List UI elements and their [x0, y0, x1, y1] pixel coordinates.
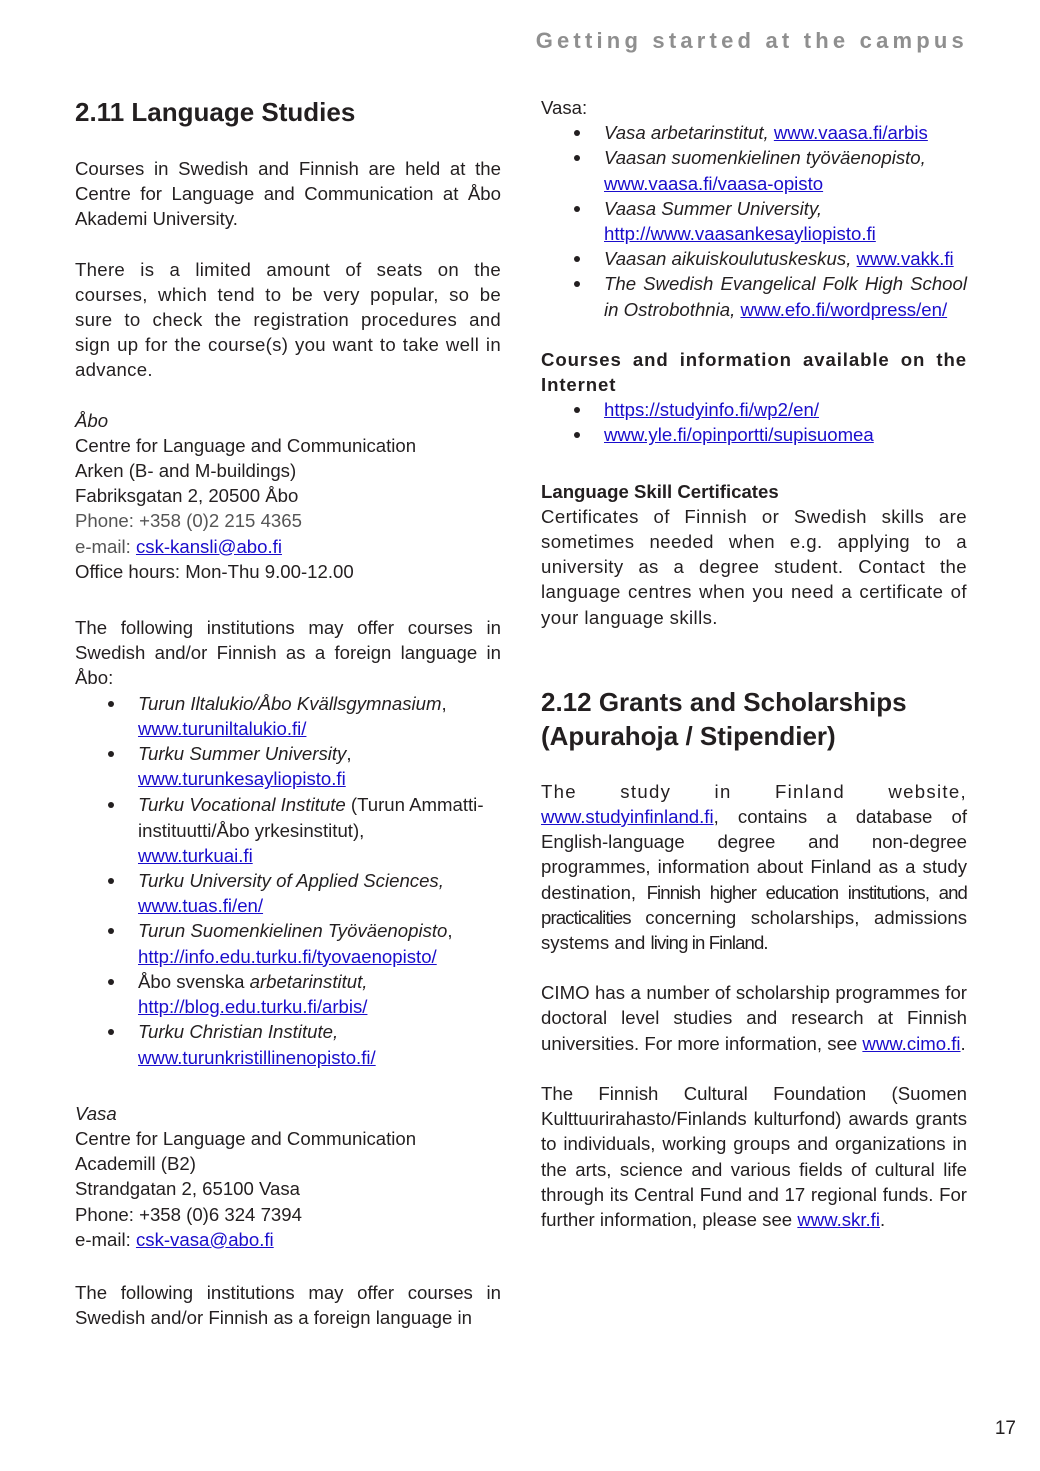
- separator: ,: [447, 920, 453, 942]
- sif-text-tight-2: living in Finland.: [650, 932, 768, 954]
- list-item: [75, 741, 501, 791]
- section-heading-2-11: 2.11 Language Studies: [75, 97, 356, 127]
- institution-extra: (Turun Ammatti-instituutti/Åbo yrkesinstitut),: [138, 794, 484, 841]
- institution-name: Vasa arbetarinstitut,: [604, 122, 769, 144]
- institution-name: Vaasan aikuiskoulutuskeskus,: [604, 248, 852, 270]
- abo-email-link[interactable]: csk-kansli@abo.fi: [135, 535, 282, 557]
- list-item: [541, 397, 967, 422]
- institution-name: Turku Vocational Institute: [138, 794, 346, 816]
- list-item: [541, 246, 967, 271]
- institution-name: Turku Summer University: [138, 743, 347, 765]
- institution-link[interactable]: www.turunkesayliopisto.fi: [138, 768, 346, 790]
- skr-text: The Finnish Cultural Foundation (Suomen Kulttuurirahasto/Finlands kulturfond) awards grants to individuals, working groups and organizations in the arts, science and various fields of cultural life through its Central Fund and 17 regional funds. For further information, please see: [541, 1082, 967, 1230]
- list-item: [541, 120, 967, 145]
- vasa-institution-list: [541, 120, 967, 322]
- certificates-heading: Language Skill Certificates: [541, 480, 779, 502]
- sif-text-after-2: concerning scholarships, admissions systems and: [541, 906, 967, 954]
- institution-link[interactable]: www.vaasa.fi/arbis: [773, 122, 928, 144]
- running-header: Getting started at the campus: [535, 28, 968, 53]
- abo-email-label: e-mail:: [75, 535, 136, 557]
- sif-text-tight: Finnish higher education institutions, and practicalities: [541, 881, 967, 928]
- list-item: [75, 969, 501, 1019]
- page-number: 17: [994, 1418, 1016, 1439]
- separator: ,: [346, 743, 352, 765]
- yle-link[interactable]: www.yle.fi/opinportti/supisuomea: [604, 424, 874, 446]
- abo-address: Fabriksgatan 2, 20500 Åbo: [75, 485, 299, 507]
- section-heading-2-12: 2.12 Grants and Scholarships (Apurahoja / Stipendier): [541, 686, 907, 751]
- list-item: [75, 918, 501, 968]
- institution-prefix: Åbo svenska: [138, 970, 250, 992]
- vasa-building: Academill (B2): [75, 1153, 196, 1175]
- abo-building: Arken (B- and M-buildings): [75, 460, 297, 482]
- cimo-paragraph: [541, 980, 967, 1056]
- vasa-institutions-intro: The following institutions may offer courses in Swedish and/or Finnish as a foreign language in: [75, 1281, 501, 1329]
- right-column: [541, 0, 967, 1232]
- institution-link[interactable]: www.efo.fi/wordpress/en/: [740, 298, 948, 320]
- list-item: [541, 145, 967, 195]
- institution-link[interactable]: http://blog.edu.turku.fi/arbis/: [138, 996, 368, 1018]
- institution-name: Turku University of Applied Sciences,: [138, 870, 444, 892]
- studyinfinland-link[interactable]: www.studyinfinland.fi: [541, 806, 714, 828]
- sif-text-after: , contains a database of English-language degree and non-degree programmes, information about Finland as a study destination,: [541, 806, 967, 903]
- abo-institution-list: [75, 691, 501, 1070]
- certificates-paragraph: Certificates of Finnish or Swedish skills are sometimes needed when e.g. applying to a university as a degree student. Contact the language centres when you need a certificate of your language skills.: [541, 505, 967, 628]
- study-in-finland-paragraph: [541, 779, 967, 955]
- vasa-address: Strandgatan 2, 65100 Vasa: [75, 1178, 301, 1200]
- institution-link[interactable]: www.turuniltalukio.fi/: [138, 717, 307, 739]
- vasa-list-label: Vasa:: [541, 97, 588, 118]
- sif-text-before: The study in Finland website,: [541, 780, 967, 802]
- abo-email-line: [75, 534, 501, 559]
- institution-link[interactable]: www.vakk.fi: [856, 248, 954, 270]
- cimo-text: CIMO has a number of scholarship programmes for doctoral level studies and research at Finnish universities. For more information, see: [541, 982, 967, 1054]
- left-column: [75, 0, 501, 1330]
- institution-name: Turun Suomenkielinen Työväenopisto: [138, 920, 448, 942]
- list-item: [541, 196, 967, 246]
- institution-link[interactable]: www.turunkristillinenopisto.fi/: [138, 1046, 376, 1068]
- abo-heading: Åbo: [75, 409, 109, 431]
- institution-link[interactable]: http://info.edu.turku.fi/tyovaenopisto/: [138, 945, 437, 967]
- intro-paragraph: Courses in Swedish and Finnish are held at the Centre for Language and Communication at Åbo Akademi University.: [75, 158, 501, 230]
- abo-centre-name: Centre for Language and Communication: [75, 434, 417, 456]
- institution-name: The Swedish Evangelical Folk High School in Ostrobothnia,: [604, 273, 967, 320]
- separator: ,: [441, 692, 447, 714]
- vasa-email-label: e-mail:: [75, 1228, 136, 1250]
- internet-heading: Courses and information available on the Internet: [541, 348, 967, 396]
- cultural-foundation-paragraph: [541, 1081, 967, 1232]
- institution-link[interactable]: www.tuas.fi/en/: [138, 895, 264, 917]
- internet-link-list: [541, 397, 967, 447]
- seats-paragraph: There is a limited amount of seats on the courses, which tend to be very popular, so be sure to check the registration procedures and sign up for the course(s) you want to take well in advance.: [75, 258, 501, 381]
- institution-name: Turun Iltalukio/Åbo Kvällsgymnasium: [138, 692, 442, 714]
- vasa-heading: Vasa: [75, 1102, 117, 1124]
- vasa-email-line: [75, 1227, 501, 1252]
- institution-name: Vaasan suomenkielinen työväenopisto,: [604, 147, 926, 169]
- cimo-period: .: [960, 1032, 966, 1054]
- institution-name: arbetarinstitut,: [249, 970, 368, 992]
- institution-link[interactable]: http://www.vaasankesayliopisto.fi: [604, 223, 876, 245]
- institution-name: Vaasa Summer University,: [604, 197, 823, 219]
- institution-link[interactable]: www.vaasa.fi/vaasa-opisto: [604, 172, 824, 194]
- institution-link[interactable]: www.turkuai.fi: [138, 844, 253, 866]
- skr-period: .: [879, 1208, 886, 1230]
- list-item: [75, 1019, 501, 1069]
- cimo-link[interactable]: www.cimo.fi: [862, 1032, 961, 1054]
- vasa-email-link[interactable]: csk-vasa@abo.fi: [135, 1228, 274, 1250]
- vasa-centre-name: Centre for Language and Communication: [75, 1127, 417, 1149]
- list-item: [75, 691, 501, 741]
- skr-link[interactable]: www.skr.fi: [797, 1208, 880, 1230]
- studyinfo-link[interactable]: https://studyinfo.fi/wp2/en/: [604, 399, 819, 421]
- list-item: [541, 422, 967, 447]
- vasa-phone: Phone: +358 (0)6 324 7394: [75, 1203, 302, 1225]
- list-item: [75, 868, 501, 918]
- list-item: [541, 271, 967, 321]
- abo-phone: Phone: +358 (0)2 215 4365: [75, 510, 302, 532]
- abo-institutions-intro: The following institutions may offer courses in Swedish and/or Finnish as a foreign language in Åbo:: [75, 617, 501, 689]
- abo-office-hours: Office hours: Mon-Thu 9.00-12.00: [75, 560, 354, 582]
- institution-name: Turku Christian Institute,: [138, 1021, 339, 1043]
- list-item: [75, 792, 501, 868]
